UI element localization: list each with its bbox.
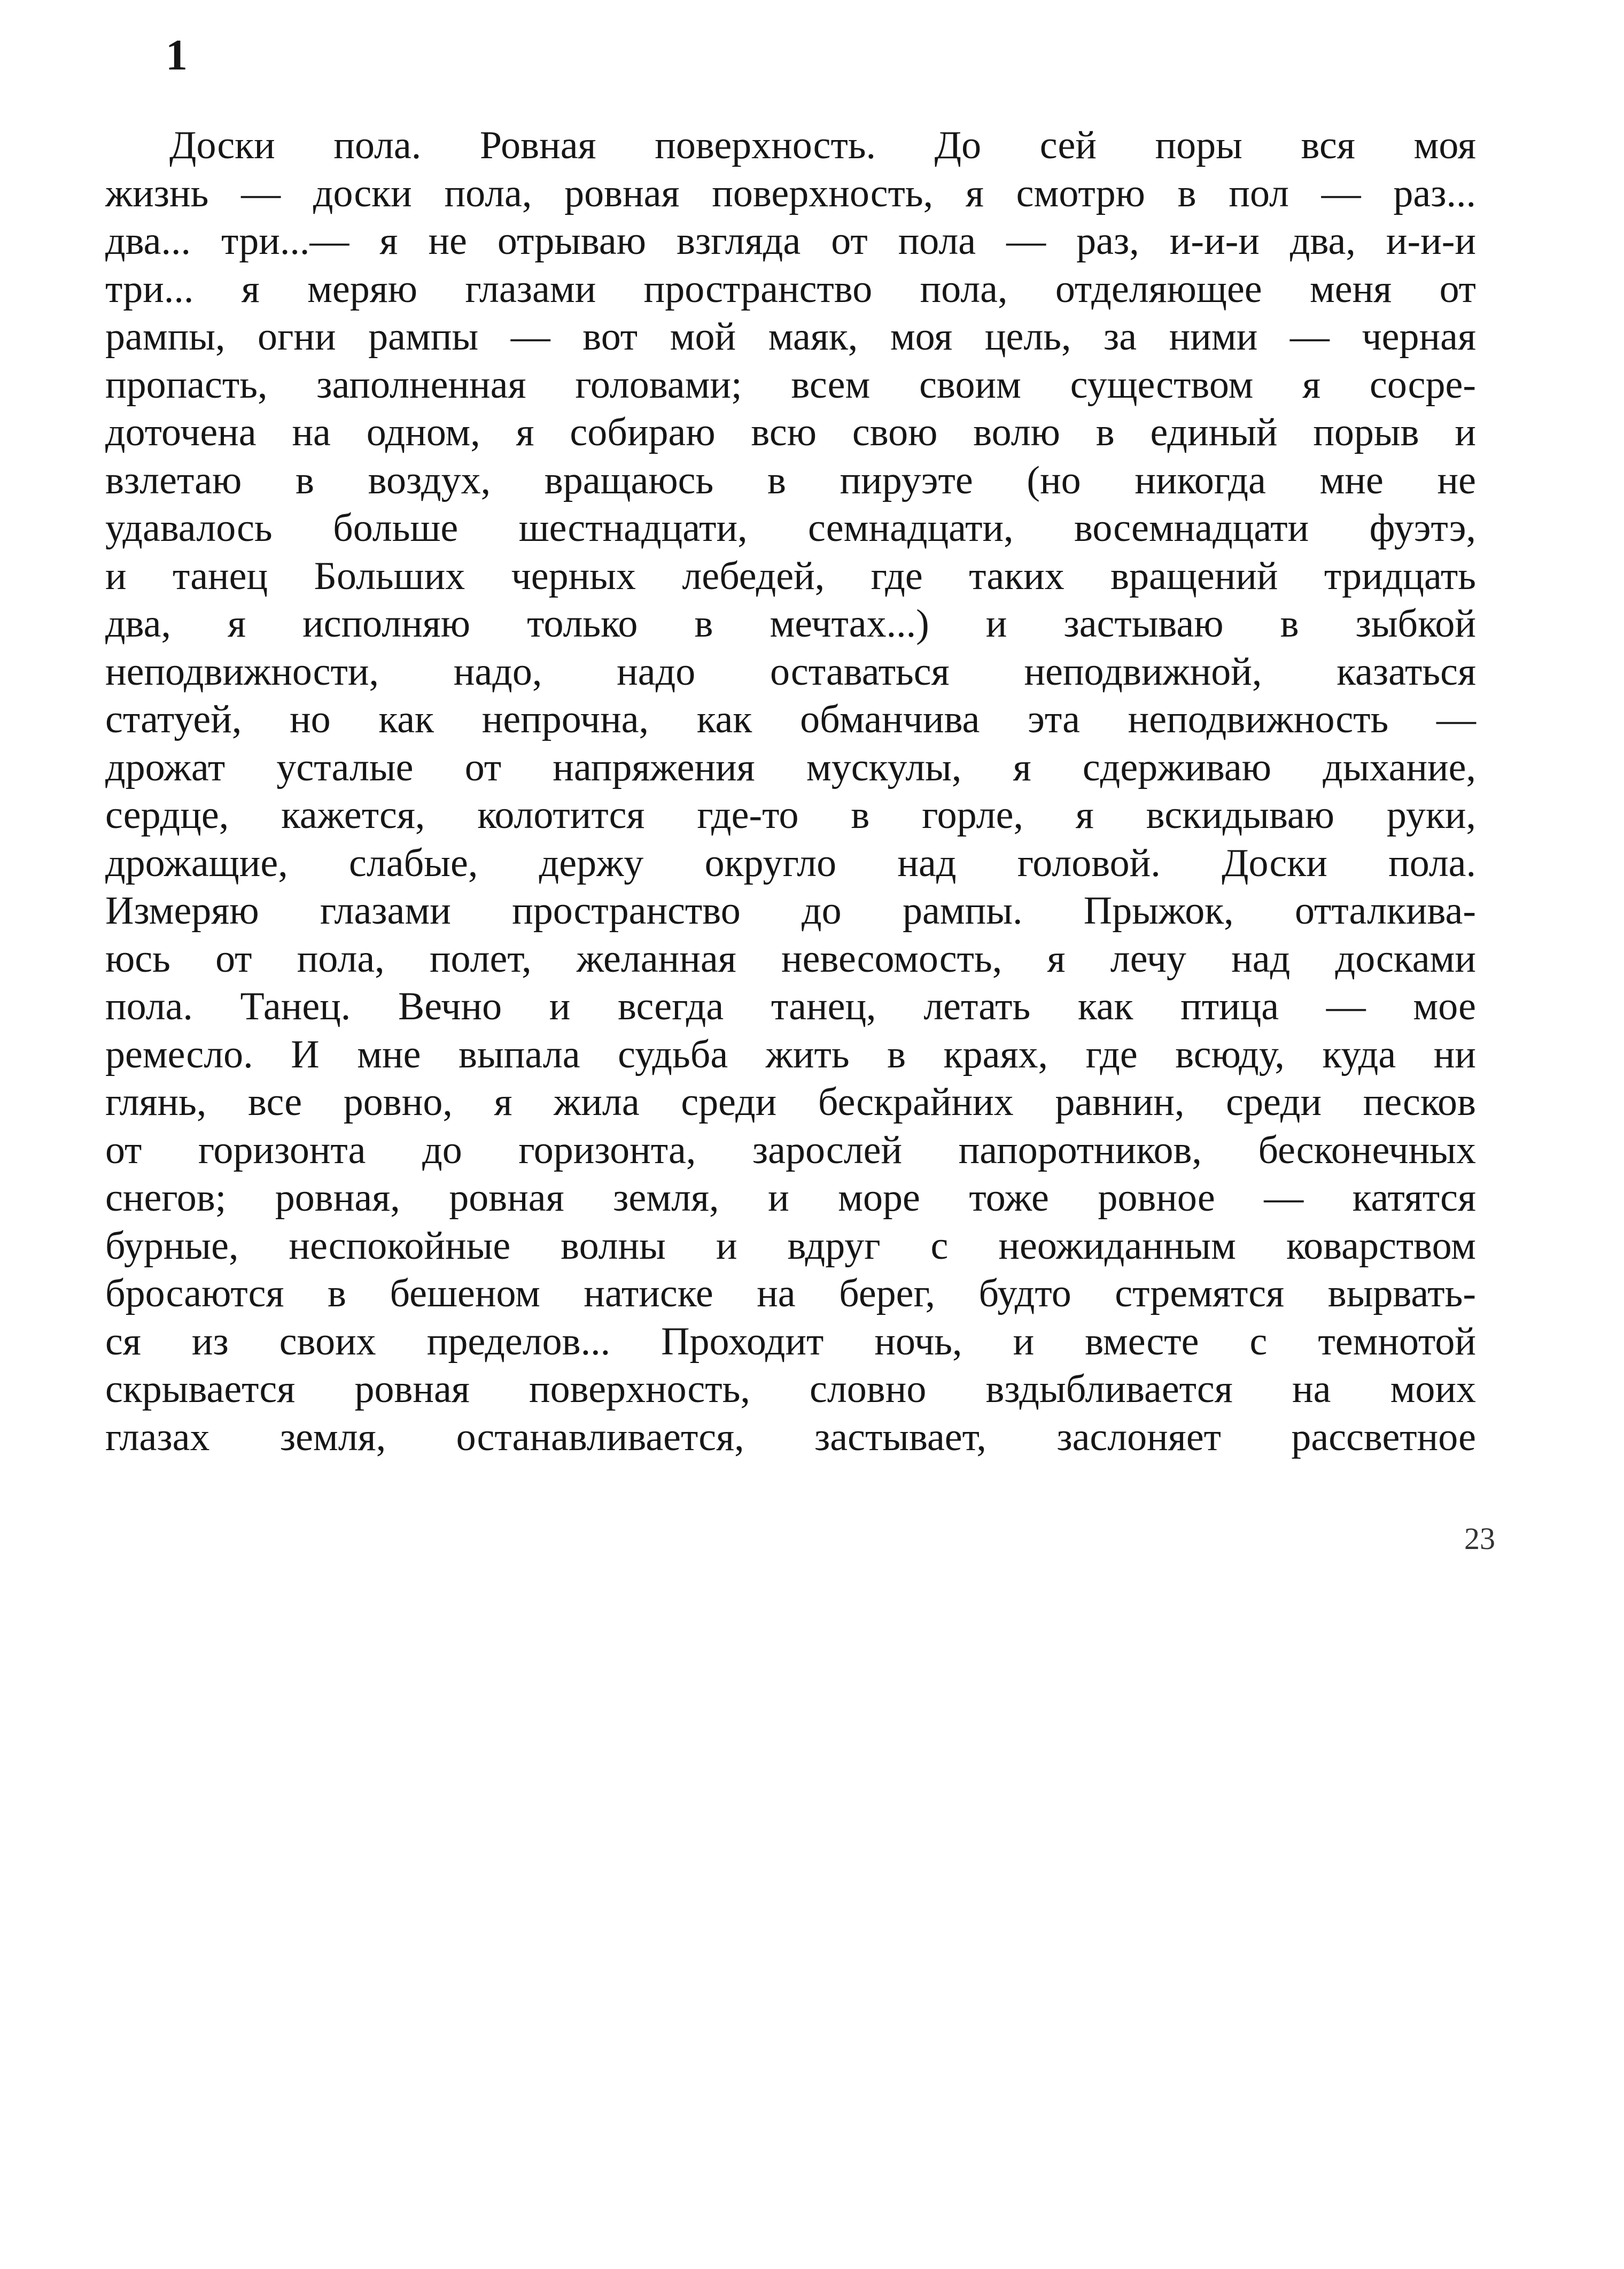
chapter-number: 1 bbox=[166, 30, 188, 79]
text-line: от горизонта до горизонта, зарослей папоротников, бесконечных bbox=[105, 1128, 1476, 1172]
text-line: пола. Танец. Вечно и всегда танец, летать как птица — мое bbox=[105, 985, 1476, 1028]
page-number: 23 bbox=[1464, 1521, 1495, 1556]
body-text bbox=[105, 122, 1476, 1461]
text-line: взлетаю в воздух, вращаюсь в пируэте (но никогда мне не bbox=[105, 458, 1476, 502]
text-line: статуей, но как непрочна, как обманчива эта неподвижность — bbox=[105, 698, 1476, 741]
text-line: глазах земля, останавливается, застывает, заслоняет рассветное bbox=[105, 1415, 1476, 1459]
text-line: и танец Больших черных лебедей, где таких вращений тридцать bbox=[105, 554, 1476, 598]
text-line: бросаются в бешеном натиске на берег, будто стремятся вырвать- bbox=[105, 1272, 1476, 1315]
text-line: скрывается ровная поверхность, словно вздыбливается на моих bbox=[105, 1367, 1476, 1411]
text-line: бурные, неспокойные волны и вдруг с неожиданным коварством bbox=[105, 1223, 1476, 1268]
text-line: жизнь — доски пола, ровная поверхность, я смотрю в пол — раз... bbox=[105, 171, 1476, 215]
text-line: два, я исполняю только в мечтах...) и застываю в зыбкой bbox=[105, 602, 1476, 646]
text-line: сердце, кажется, колотится где-то в горле, я вскидываю руки, bbox=[105, 793, 1476, 837]
text-line: удавалось больше шестнадцати, семнадцати, восемнадцати фуэтэ, bbox=[105, 506, 1476, 550]
text-line: дрожащие, слабые, держу округло над головой. Доски пола. bbox=[105, 841, 1476, 885]
text-line: Доски пола. Ровная поверхность. До сей поры вся моя bbox=[169, 123, 1476, 167]
text-line: три... я меряю глазами пространство пола, отделяющее меня от bbox=[105, 267, 1476, 311]
text-line: глянь, все ровно, я жила среди бескрайних равнин, среди песков bbox=[105, 1080, 1476, 1124]
text-line: дрожат усталые от напряжения мускулы, я сдерживаю дыхание, bbox=[105, 745, 1476, 789]
text-line: юсь от пола, полет, желанная невесомость, я лечу над досками bbox=[105, 936, 1476, 981]
text-line: Измеряю глазами пространство до рампы. Прыжок, отталкива- bbox=[105, 889, 1476, 933]
text-line: рампы, огни рампы — вот мой маяк, моя цель, за ними — черная bbox=[105, 315, 1476, 359]
text-line: два... три...— я не отрываю взгляда от пола — раз, и-и-и два, и-и-и bbox=[105, 219, 1476, 263]
text-line: ремесло. И мне выпала судьба жить в краях, где всюду, куда ни bbox=[105, 1032, 1476, 1077]
text-line: ся из своих пределов... Проходит ночь, и вместе с темнотой bbox=[105, 1319, 1476, 1364]
text-line: доточена на одном, я собираю всю свою волю в единый порыв и bbox=[105, 411, 1476, 454]
text-line: снегов; ровная, ровная земля, и море тоже ровное — катятся bbox=[105, 1176, 1476, 1220]
text-line: неподвижности, надо, надо оставаться неподвижной, казаться bbox=[105, 649, 1476, 694]
text-line: пропасть, заполненная головами; всем своим существом я сосре- bbox=[105, 362, 1476, 407]
